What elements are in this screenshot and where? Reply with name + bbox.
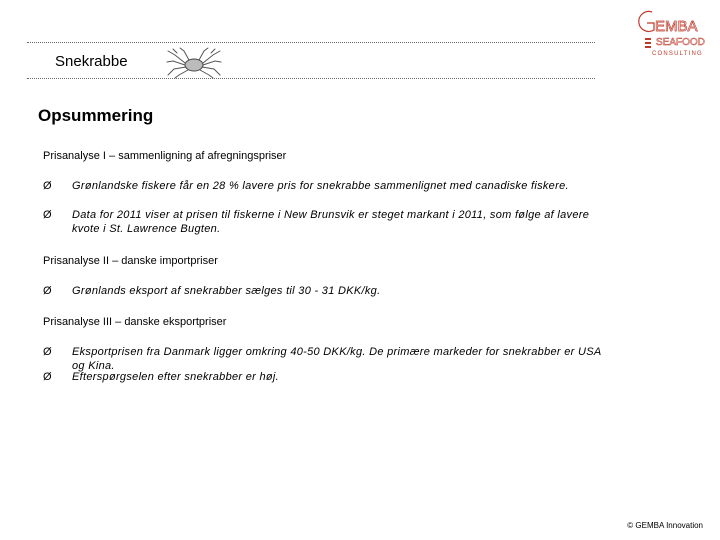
section-title-3: Prisanalyse III – danske eksportpriser bbox=[43, 316, 227, 328]
header-divider-top bbox=[27, 42, 595, 43]
section-title-1: Prisanalyse I – sammenligning af afregningspriser bbox=[43, 150, 287, 162]
gemba-seafood-logo bbox=[632, 4, 716, 56]
bullet-text: Efterspørgselen efter snekrabber er høj. bbox=[72, 371, 280, 383]
bullet-text: Grønlandske fiskere får en 28 % lavere pris for snekrabbe sammenlignet med canadiske fiskere. bbox=[72, 180, 569, 192]
slide-subject: Snekrabbe bbox=[55, 53, 128, 70]
bullet-text: Eksportprisen fra Danmark ligger omkring 40-50 DKK/kg. De primære markeder for snekrabber er USA og Kina. bbox=[72, 346, 602, 372]
snow-crab-icon bbox=[165, 45, 223, 79]
footer-copyright: © GEMBA Innovation bbox=[627, 521, 703, 530]
logo-letters-emba: EMBA bbox=[655, 18, 698, 35]
arrow-bullet-icon: Ø bbox=[43, 371, 52, 383]
header-divider-bottom bbox=[27, 78, 595, 79]
arrow-bullet-icon: Ø bbox=[43, 209, 52, 221]
arrow-bullet-icon: Ø bbox=[43, 285, 52, 297]
logo-letters-seafood: SEAFOOD bbox=[656, 37, 705, 48]
bullet-text: Grønlands eksport af snekrabber sælges til 30 - 31 DKK/kg. bbox=[72, 285, 381, 297]
arrow-bullet-icon: Ø bbox=[43, 346, 52, 358]
arrow-bullet-icon: Ø bbox=[43, 180, 52, 192]
logo-letters-consulting: CONSULTING bbox=[652, 51, 703, 56]
bullet-text: Data for 2011 viser at prisen til fiskerne i New Brunsvik er steget markant i 2011, som følge af lavere kvote i St. Lawrence Bugten. bbox=[72, 209, 590, 235]
section-title-2: Prisanalyse II – danske importpriser bbox=[43, 255, 218, 267]
page-title: Opsummering bbox=[38, 106, 154, 125]
